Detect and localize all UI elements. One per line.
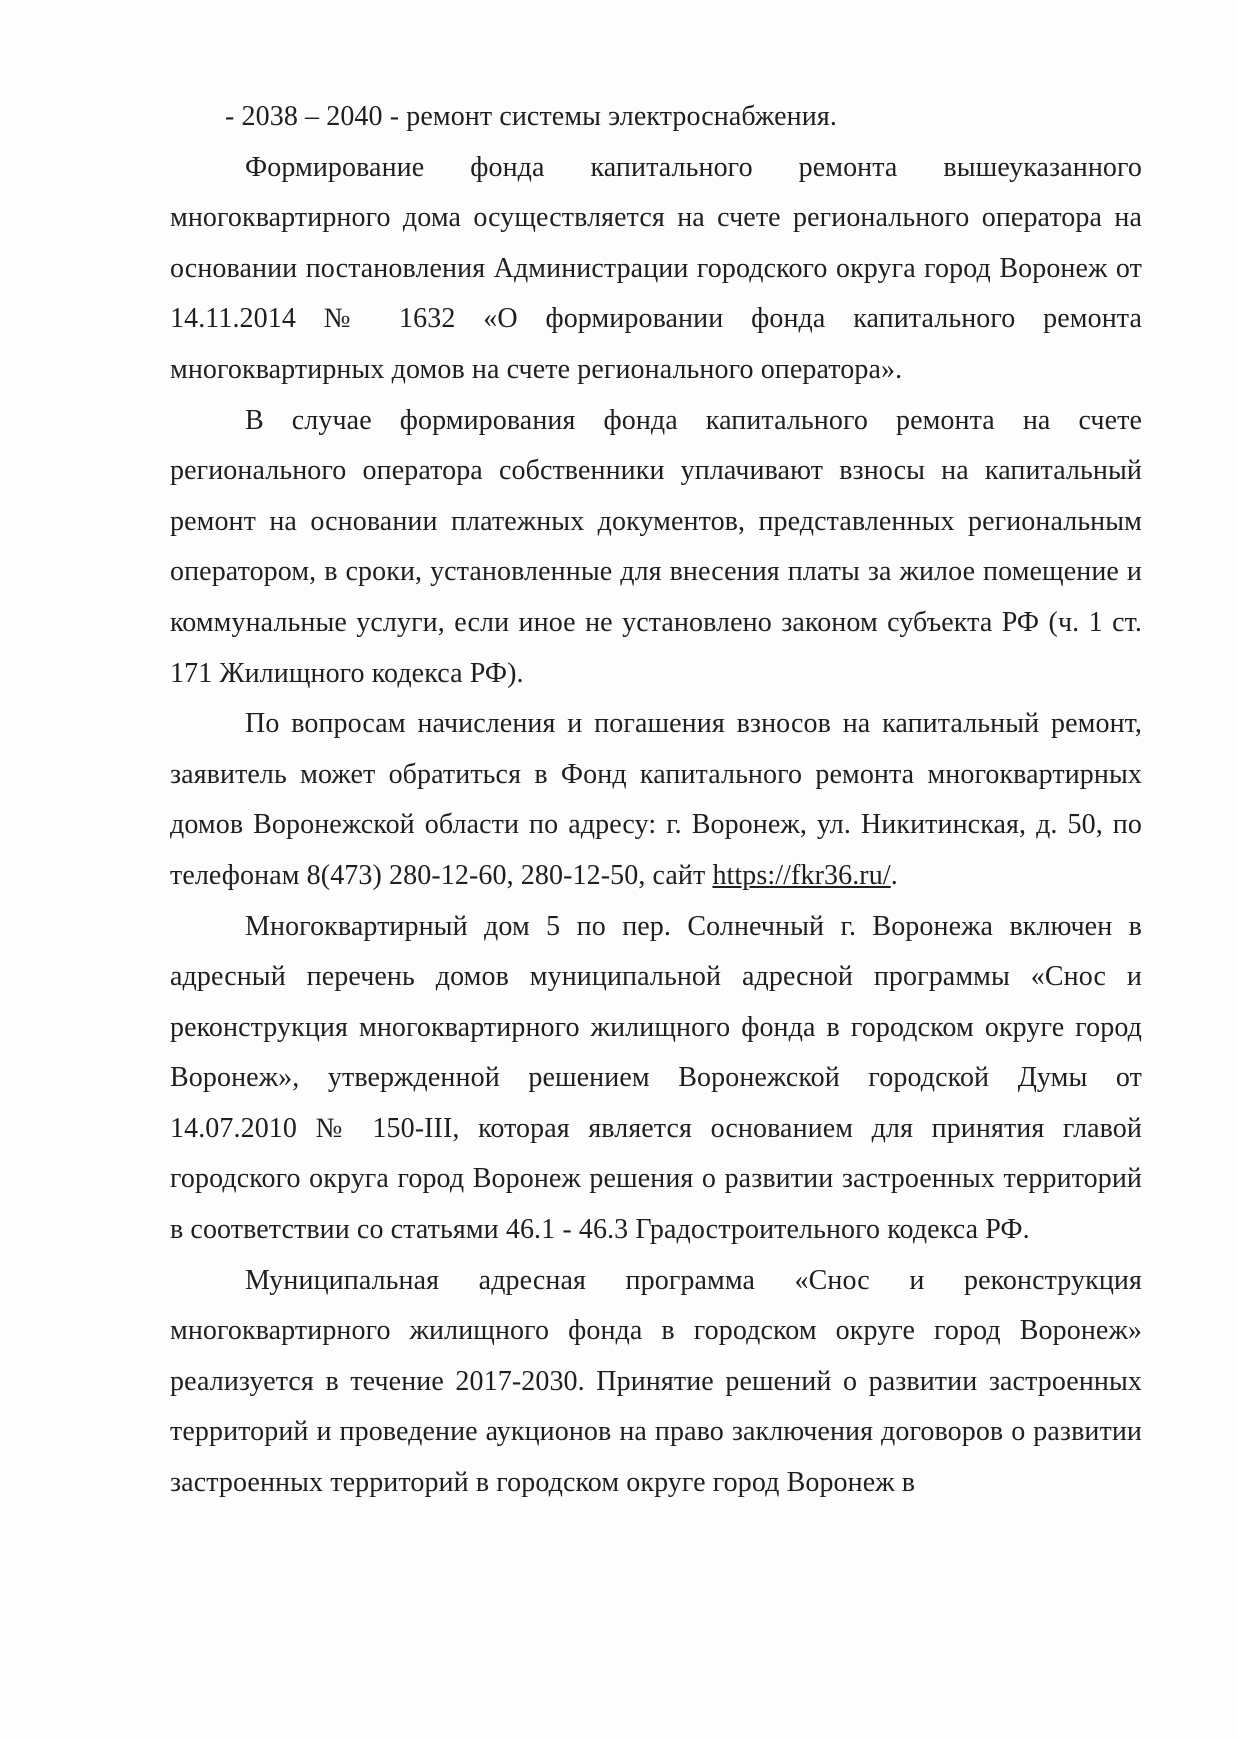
paragraph-contributions: В случае формирования фонда капитального ремонта на счете регионального оператора собственники уплачивают взносы на капитальный ремонт на основании платежных документов, представленных региональным оператором, в сроки, установленные для внесения платы за жилое помещение и коммунальные услуги, если иное не установлено законом субъекта РФ (ч. 1 ст. 171 Жилищного кодекса РФ). — [170, 404, 1142, 689]
paragraph-program-period: Муниципальная адресная программа «Снос и реконструкция многоквартирного жилищного фонда в городском округе город Воронеж» реализуется в течение 2017-2030. Принятие решений о развитии застроенных территорий и проведение аукционов на право заключения договоров о развитии застроенных территорий в городском округе город Воронеж в — [170, 1264, 1142, 1499]
contacts-text-end: . — [890, 859, 898, 891]
fund-website-link[interactable]: https://fkr36.ru/ — [712, 859, 891, 891]
paragraph-fund-formation: Формирование фонда капитального ремонта вышеуказанного многоквартирного дома осуществляется на счете регионального оператора на основании постановления Администрации городского округа город Воронеж от 14.11.2014 № 1632 «О формировании фонда капитального ремонта многоквартирных домов на счете регионального оператора». — [170, 151, 1142, 385]
contacts-text: По вопросам начисления и погашения взносов на капитальный ремонт, заявитель может обратиться в Фонд капитального ремонта многоквартирных домов Воронежской области по адресу: г. Воронеж, ул. Никитинская, д. 50, по телефонам 8(473) 280-12-60, 280-12-50, сайт — [170, 708, 1142, 891]
paragraph-demolition-program: Многоквартирный дом 5 по пер. Солнечный г. Воронежа включен в адресный перечень домов муниципальной адресной программы «Снос и реконструкция многоквартирного жилищного фонда в городском округе город Воронеж», утвержденной решением Воронежской городской Думы от 14.07.2010 № 150-III, которая является основанием для принятия главой городского округа город Воронеж решения о развитии застроенных территорий в соответствии со статьями 46.1 - 46.3 Градостроительного кодекса РФ. — [170, 910, 1142, 1246]
document-body — [170, 92, 1142, 1509]
paragraph-contacts — [170, 699, 1142, 901]
paragraph-electrical-repair: - 2038 – 2040 - ремонт системы электроснабжения. — [225, 101, 837, 132]
